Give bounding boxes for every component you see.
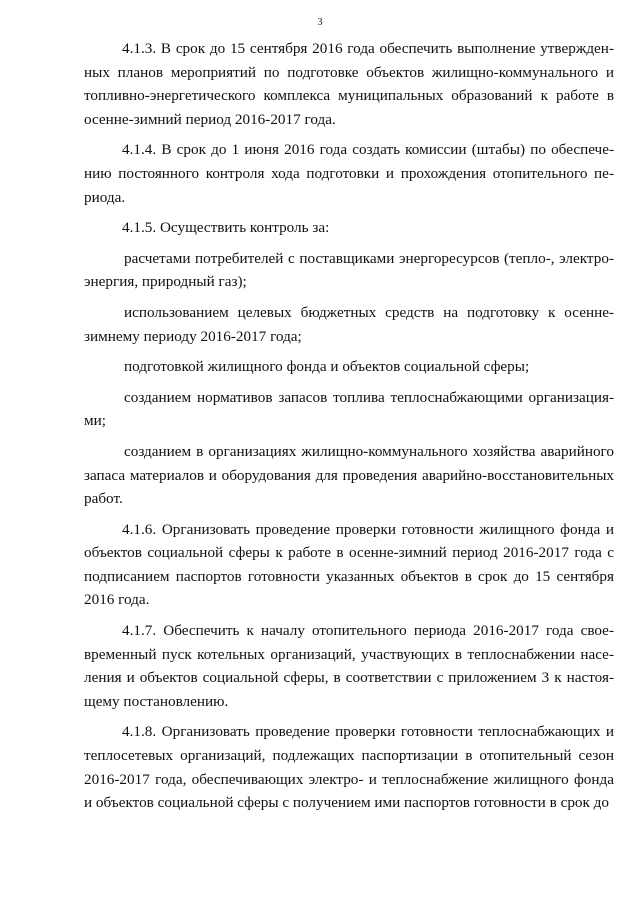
paragraph-4-1-8: 4.1.8. Организовать проведение проверки готовности теплоснабжающих и теплосетевых организаций, подлежащих паспортизации в отопительный сезон 2016-2017 года, обеспечивающих электро- и теплоснабжение жилищного фонда и объектов социальной сферы с получением ими паспортов готовности в срок до <box>84 723 614 812</box>
control-item-fuel-reserves: созданием нормативов запасов топлива теплоснабжающими организациями; <box>84 388 614 430</box>
paragraph-4-1-7: 4.1.7. Обеспечить к началу отопительного периода 2016-2017 года своевременный пуск котельных организаций, участвующих в теплоснабжении населения и объектов социальной сферы, в соответствии с приложением 3 к настоящему постановлению. <box>84 622 614 710</box>
control-item-settlements: расчетами потребителей с поставщиками энергоресурсов (тепло-, электро-энергия, природный газ); <box>84 249 614 291</box>
paragraph-4-1-5: 4.1.5. Осуществить контроль за: <box>122 219 330 237</box>
page-number: 3 <box>317 17 323 28</box>
control-item-emergency-stock: созданием в организациях жилищно-коммунального хозяйства аварийного запаса материалов и оборудования для проведения аварийно-восстановительных работ. <box>84 442 614 508</box>
paragraph-4-1-6: 4.1.6. Организовать проведение проверки готовности жилищного фонда и объектов социальной сферы к работе в осенне-зимний период 2016-2017 года с подписанием паспортов готовности указанных объектов в срок до 15 сентября 2016 года. <box>84 520 614 609</box>
document-body <box>84 37 614 822</box>
paragraph-4-1-3: 4.1.3. В срок до 15 сентября 2016 года обеспечить выполнение утвержденных планов мероприятий по подготовке объектов жилищно-коммунального и топливно-энергетического комплекса муниципальных образований к работе в осенне-зимний период 2016-2017 года. <box>84 40 614 128</box>
paragraph-4-1-4: 4.1.4. В срок до 1 июня 2016 года создать комиссии (штабы) по обеспечению постоянного контроля хода подготовки и прохождения отопительного периода. <box>84 141 614 206</box>
control-item-budget-funds: использованием целевых бюджетных средств на подготовку к осенне-зимнему периоду 2016-2017 года; <box>84 303 614 345</box>
control-item-housing-preparation: подготовкой жилищного фонда и объектов социальной сферы; <box>124 358 530 376</box>
